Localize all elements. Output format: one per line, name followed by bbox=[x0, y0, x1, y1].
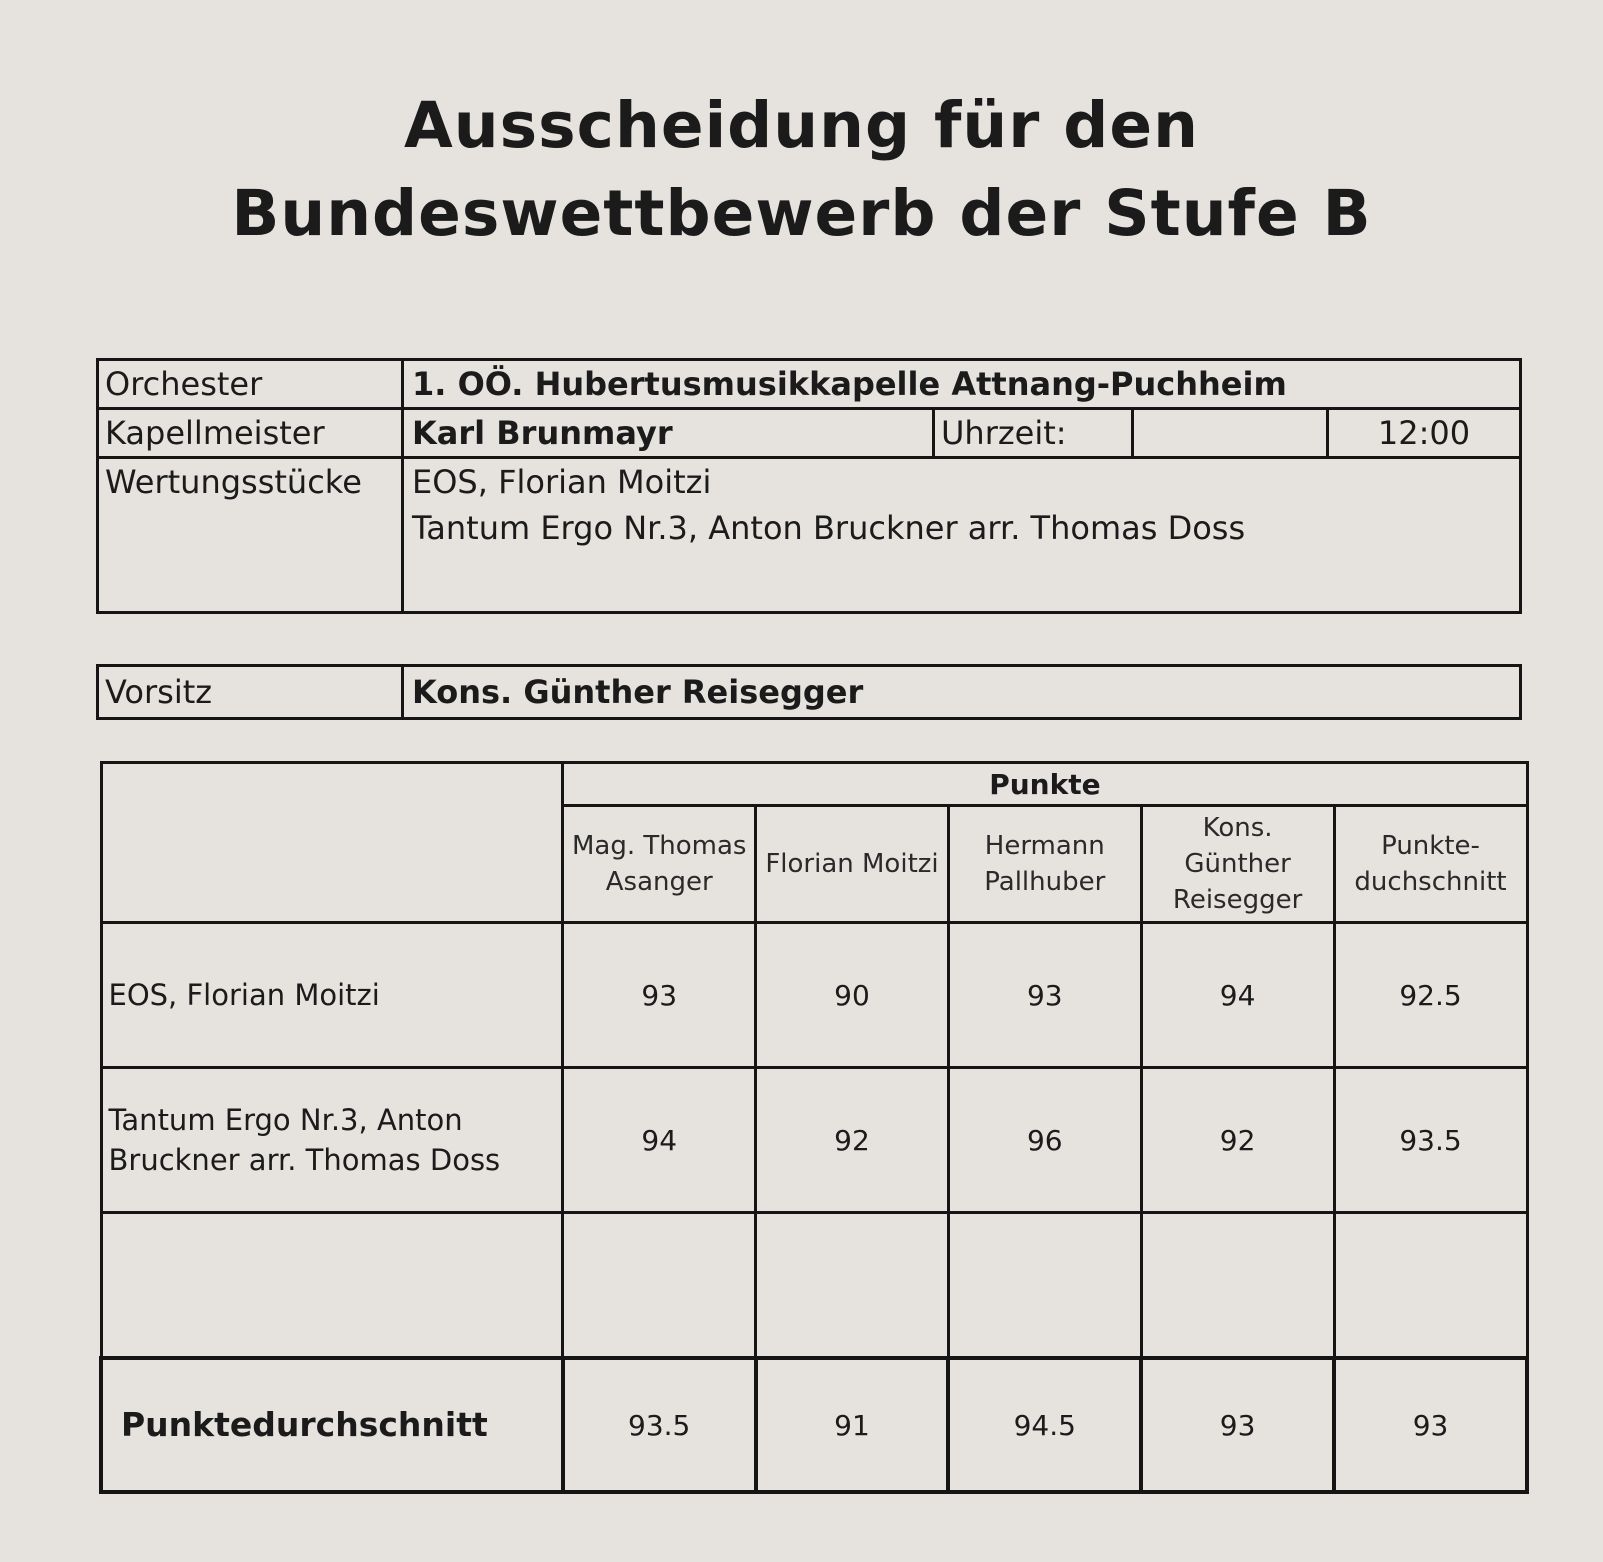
vorsitz-value: Kons. Günther Reisegger bbox=[403, 666, 1521, 719]
column-header-line: Pallhuber bbox=[984, 867, 1106, 897]
piece-name-line: Tantum Ergo Nr.3, Anton bbox=[108, 1103, 463, 1137]
score-cell: 92 bbox=[756, 1068, 949, 1213]
score-cell: 94 bbox=[563, 1068, 756, 1213]
column-header-line: Hermann bbox=[984, 831, 1105, 861]
punkte-header: Punkte bbox=[563, 763, 1527, 806]
kapellmeister-value: Karl Brunmayr bbox=[403, 409, 934, 458]
score-average-cell: 92.5 bbox=[1334, 923, 1527, 1068]
table-row bbox=[101, 1068, 1527, 1213]
total-label: Punktedurchschnitt bbox=[101, 1358, 563, 1492]
total-cell: 91 bbox=[756, 1358, 949, 1492]
total-cell: 93 bbox=[1334, 1358, 1527, 1492]
score-cell bbox=[563, 1213, 756, 1359]
vorsitz-table bbox=[96, 664, 1522, 720]
column-header-line: Günther bbox=[1184, 849, 1291, 879]
wertungsstuecke-label: Wertungsstücke bbox=[98, 458, 403, 613]
column-header-pallhuber bbox=[948, 806, 1141, 923]
piece-name-line: EOS, Florian Moitzi bbox=[108, 978, 380, 1012]
scores-table bbox=[99, 761, 1529, 1494]
orchester-label: Orchester bbox=[98, 360, 403, 409]
row-piece-name bbox=[101, 1068, 563, 1213]
column-header-reisegger bbox=[1141, 806, 1334, 923]
row-piece-name bbox=[101, 1213, 563, 1359]
score-cell bbox=[756, 1213, 949, 1359]
total-cell: 93 bbox=[1141, 1358, 1334, 1492]
score-cell: 92 bbox=[1141, 1068, 1334, 1213]
title-line-1: Ausscheidung für den bbox=[404, 89, 1199, 162]
orchestra-info-table bbox=[96, 358, 1522, 614]
total-row bbox=[101, 1358, 1527, 1492]
table-row-empty bbox=[101, 1213, 1527, 1359]
column-header-line: Reisegger bbox=[1172, 885, 1303, 915]
column-header-line: Punkte- bbox=[1381, 831, 1480, 861]
column-header-line: Kons. bbox=[1202, 813, 1273, 843]
table-row bbox=[101, 923, 1527, 1068]
wertungsstueck-2: Tantum Ergo Nr.3, Anton Bruckner arr. Thomas Doss bbox=[412, 509, 1246, 547]
total-cell: 94.5 bbox=[948, 1358, 1141, 1492]
title-line-2: Bundeswettbewerb der Stufe B bbox=[231, 177, 1372, 250]
column-header-line: Asanger bbox=[605, 867, 713, 897]
score-cell: 93 bbox=[948, 923, 1141, 1068]
column-header-line: duchschnitt bbox=[1354, 867, 1507, 897]
column-header-asanger bbox=[563, 806, 756, 923]
score-cell: 93 bbox=[563, 923, 756, 1068]
uhrzeit-empty-cell bbox=[1133, 409, 1328, 458]
column-header-average bbox=[1334, 806, 1527, 923]
total-cell: 93.5 bbox=[563, 1358, 756, 1492]
page-title bbox=[0, 82, 1603, 258]
orchester-value: 1. OÖ. Hubertusmusikkapelle Attnang-Puchheim bbox=[403, 360, 1521, 409]
row-piece-name bbox=[101, 923, 563, 1068]
uhrzeit-value: 12:00 bbox=[1328, 409, 1521, 458]
column-header-moitzi bbox=[756, 806, 949, 923]
column-header-line: Florian Moitzi bbox=[765, 849, 939, 879]
score-cell: 90 bbox=[756, 923, 949, 1068]
wertungsstuecke-list bbox=[403, 458, 1521, 613]
uhrzeit-label: Uhrzeit: bbox=[934, 409, 1133, 458]
wertungsstueck-1: EOS, Florian Moitzi bbox=[412, 463, 712, 501]
column-header-line: Mag. Thomas bbox=[571, 831, 747, 861]
scores-corner-cell bbox=[101, 763, 563, 923]
score-cell: 96 bbox=[948, 1068, 1141, 1213]
score-cell bbox=[948, 1213, 1141, 1359]
score-cell: 94 bbox=[1141, 923, 1334, 1068]
score-cell bbox=[1141, 1213, 1334, 1359]
score-average-cell bbox=[1334, 1213, 1527, 1359]
kapellmeister-label: Kapellmeister bbox=[98, 409, 403, 458]
piece-name-line: Bruckner arr. Thomas Doss bbox=[108, 1143, 501, 1177]
vorsitz-label: Vorsitz bbox=[98, 666, 403, 719]
score-average-cell: 93.5 bbox=[1334, 1068, 1527, 1213]
